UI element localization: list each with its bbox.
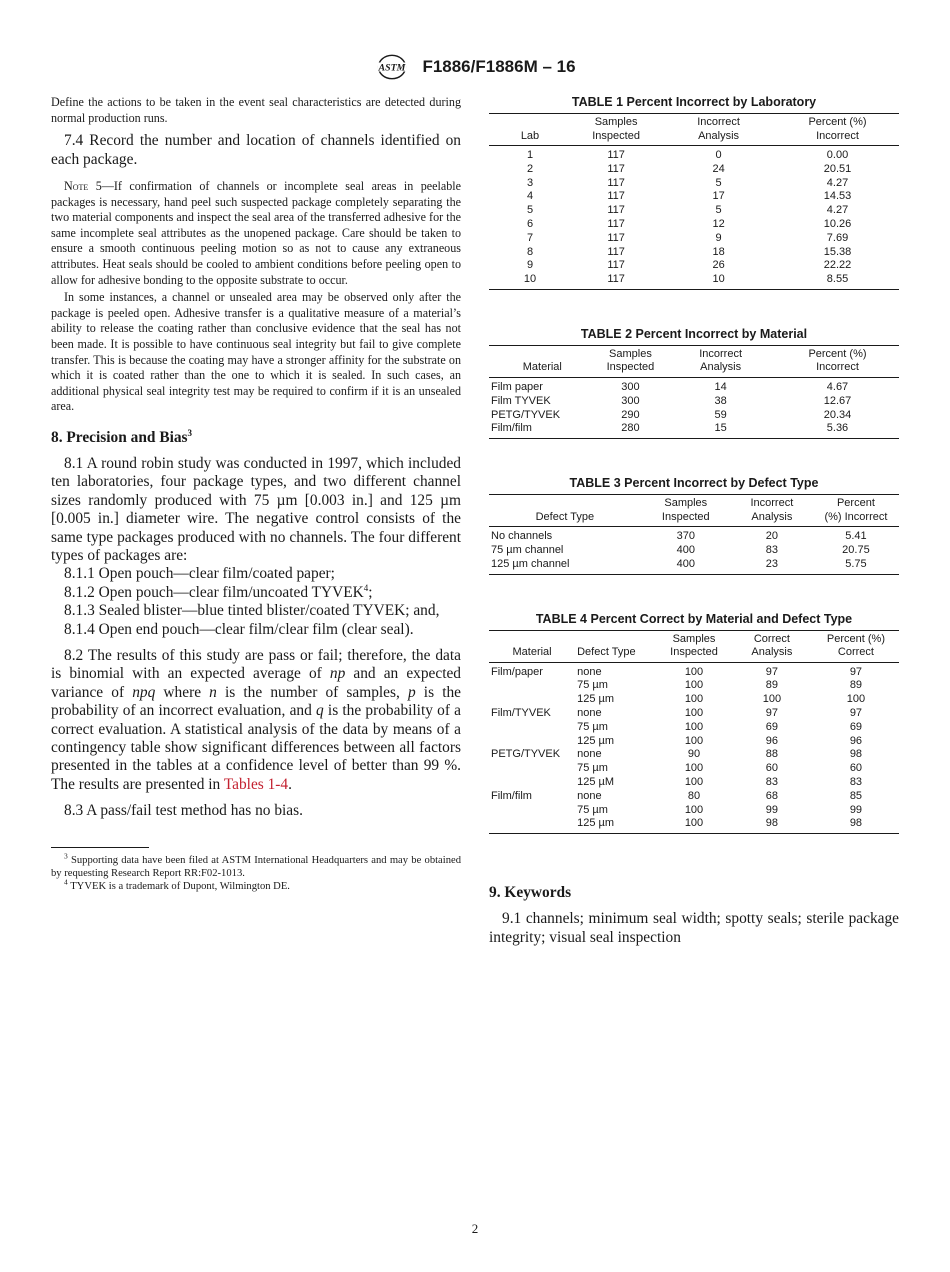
p82-text-c: where: [155, 683, 210, 701]
right-column: [489, 95, 899, 947]
table-row: [489, 679, 899, 693]
table-cell: 3: [526, 176, 534, 189]
table-row: [489, 721, 899, 735]
table-row: [489, 218, 899, 232]
table-row: [489, 707, 899, 721]
table-cell: 18: [712, 245, 725, 258]
paragraph-define-actions: Define the actions to be taken in the event seal characteristics are detected during normal production runs.: [51, 95, 461, 125]
table-cell: [489, 735, 575, 749]
table-cell: 90: [687, 748, 701, 761]
table-cell: Film/TYVEK: [491, 706, 551, 719]
table-cell: 0: [715, 149, 722, 161]
logo-text: ASTM: [378, 62, 406, 74]
p82-p: p: [407, 683, 416, 701]
page-number: 2: [471, 1221, 479, 1236]
table-2-header-row: [489, 345, 899, 377]
p82-text-g: .: [288, 775, 292, 793]
table-cell: 280: [596, 422, 666, 438]
table-cell: 99: [765, 803, 779, 816]
table-1-header-incorrect: Incorrect Analysis: [661, 114, 776, 146]
table-cell: 125 µm: [575, 817, 657, 833]
table-row: [489, 527, 899, 544]
p82-text-a: 8.2 The results of this study are pass or fail; therefore, the data is binomial with an expected average of: [51, 646, 461, 683]
table-cell: 300: [621, 380, 640, 393]
table-cell: 60: [849, 762, 863, 775]
table-row: [489, 190, 899, 204]
table-cell: 100: [762, 693, 782, 706]
table-cell: 117: [571, 273, 661, 289]
table-cell: 97: [765, 706, 779, 719]
table-cell: 38: [714, 394, 727, 407]
table-cell: 20.51: [823, 162, 852, 175]
table-cell: none: [577, 665, 602, 678]
table-row: [489, 259, 899, 273]
table-cell: 97: [849, 665, 863, 678]
table-cell: [489, 762, 575, 776]
table-3-header-percent: Percent (%) Incorrect: [813, 495, 899, 527]
table-cell: 15.38: [823, 245, 852, 258]
paragraph-8-2: [51, 647, 461, 794]
table-cell: 117: [607, 217, 625, 230]
table-cell: 89: [849, 679, 863, 692]
table-cell: 117: [607, 149, 625, 161]
table-row: [489, 232, 899, 246]
table-cell: 60: [765, 762, 779, 775]
table-cell: 5.75: [813, 558, 899, 574]
table-4-header-samples: Samples Inspected: [657, 630, 731, 662]
astm-logo: [374, 52, 410, 82]
table-cell: 15: [665, 422, 776, 438]
table-cell: 6: [526, 217, 534, 230]
left-column: [51, 95, 461, 893]
table-cell: 5.41: [845, 530, 867, 543]
table-3-header-incorrect: Incorrect Analysis: [731, 495, 813, 527]
table-cell: 100: [684, 762, 704, 775]
paragraph-7-4: 7.4 Record the number and location of channels identified on each package.: [51, 132, 461, 168]
table-row: [489, 662, 899, 679]
paragraph-adhesive-transfer: In some instances, a channel or unsealed area may be observed only after the package is peeled open. Adhesive transfer is a qualitative measure of a material’s ability to release the coating rather than conclusive evidence that the seal has not been made. It is possible to have continuous seal integrity but fail to give complete transfer. This is because the coating may have a stronger affinity for the substrate on which it is coated rather than the one to which it is sealed. In such cases, an additional physical seal integrity test may be required to confirm if it is an unsealed area.: [51, 290, 461, 414]
paragraph-8-1-2: [51, 584, 461, 602]
paragraph-8-1-3: 8.1.3 Sealed blister—blue tinted blister/coated TYVEK; and,: [64, 602, 440, 620]
table-cell: [489, 693, 575, 707]
table-cell: 12.67: [823, 394, 852, 407]
table-cell: 117: [607, 259, 625, 272]
table-cell: 75 µm: [577, 762, 608, 775]
table-cell: none: [577, 748, 602, 761]
paragraph-8-3: 8.3 A pass/fail test method has no bias.: [64, 802, 303, 820]
table-cell: 22.22: [823, 259, 852, 272]
table-row: [489, 246, 899, 260]
table-cell: 125 µM: [577, 775, 615, 788]
p82-q: q: [316, 702, 324, 720]
table-cell: Film/paper: [491, 665, 543, 678]
table-row: [489, 804, 899, 818]
table-cell: Film/film: [489, 422, 596, 438]
p82-text-f: is the probability of a correct evaluation. A statistical analysis of the data by means of a contingency table show significant differences between all factors presented in the tables at a confidence level of better than 99 %. The results are presented in: [51, 702, 462, 793]
table-row: [489, 790, 899, 804]
table-cell: 10: [661, 273, 776, 289]
table-row: [489, 776, 899, 790]
note-5-label: Note 5: [64, 179, 102, 193]
table-cell: none: [577, 706, 602, 719]
table-cell: 85: [849, 789, 863, 802]
paragraph-9-1: 9.1 channels; minimum seal width; spotty seals; sterile package integrity; visual seal inspection: [489, 910, 899, 946]
table-4-header-material: Material: [489, 630, 575, 662]
table-cell: none: [577, 789, 602, 802]
table-row: [489, 204, 899, 218]
table-4-header-row: [489, 630, 899, 662]
table-cell: 83: [765, 775, 779, 788]
table-1-header-row: [489, 114, 899, 146]
footnote-3-text: Supporting data have been filed at ASTM International Headquarters and may be obtained by requesting Research Report RR:F02-1013.: [51, 854, 461, 879]
table-cell: [489, 804, 575, 818]
table-row: [489, 377, 899, 394]
p82-text-d: is the number of samples,: [216, 683, 408, 701]
table-cell: 97: [849, 706, 863, 719]
table-4: [489, 630, 899, 835]
table-cell: 98: [849, 748, 863, 761]
table-cell: 8: [526, 245, 534, 258]
table-cell: 125 µm channel: [489, 558, 641, 574]
table-cell: 98: [813, 817, 899, 833]
table-row: [489, 146, 899, 163]
section-9-title: 9. Keywords: [489, 884, 572, 902]
table-cell: 14.53: [823, 190, 852, 203]
table-cell: 69: [765, 720, 779, 733]
p82-n: n: [209, 683, 217, 701]
table-cell: 7: [526, 231, 534, 244]
section-8-heading: [51, 429, 461, 447]
table-cell: 100: [684, 665, 704, 678]
table-cell: 96: [765, 734, 779, 747]
table-cell: 98: [731, 817, 813, 833]
footnote-ref-4: 4: [363, 582, 369, 593]
table-row: [489, 762, 899, 776]
footnote-3-mark: 3: [64, 851, 68, 861]
table-row: [489, 177, 899, 191]
table-3-body: [489, 527, 899, 574]
table-cell: 117: [607, 176, 625, 189]
table-row: [489, 163, 899, 177]
table-cell: 59: [714, 408, 727, 421]
table-cell: 100: [846, 693, 866, 706]
table-2-body: [489, 377, 899, 438]
tables-1-4-link[interactable]: Tables 1-4: [223, 775, 289, 793]
table-cell: 12: [712, 217, 725, 230]
footnote-ref-3: 3: [187, 427, 193, 438]
table-cell: 5: [526, 204, 534, 217]
table-cell: [489, 721, 575, 735]
table-cell: 20.34: [823, 408, 852, 421]
table-1-header-percent: Percent (%) Incorrect: [776, 114, 899, 146]
table-cell: 100: [684, 720, 704, 733]
table-1-header-lab: Lab: [489, 114, 571, 146]
table-cell: 100: [684, 775, 704, 788]
table-cell: 10.26: [823, 217, 852, 230]
table-row: [489, 409, 899, 423]
table-row: [489, 273, 899, 289]
table-4-header-correct: Correct Analysis: [731, 630, 813, 662]
table-cell: PETG/TYVEK: [491, 408, 561, 421]
p82-np: np: [329, 665, 346, 683]
footnote-3: [51, 851, 461, 880]
table-cell: 100: [684, 803, 704, 816]
table-row: [489, 544, 899, 558]
paragraph-8-1: 8.1 A round robin study was conducted in 1997, which included ten laboratories, four package types, and two different channel sizes randomly produced with 75 µm [0.003 in.] and 125 µm [0.005 in.] diameter wire. The negative control consists of the same type packages produced with no channels. The four different types of packages are:: [51, 454, 461, 564]
table-cell: 9: [526, 259, 534, 272]
table-cell: 17: [712, 190, 725, 203]
paragraph-8-1-1: 8.1.1 Open pouch—clear film/coated paper;: [64, 565, 335, 583]
table-cell: 99: [849, 803, 863, 816]
table-cell: 9: [715, 231, 722, 244]
table-cell: 20.75: [842, 543, 870, 556]
table-cell: 370: [676, 530, 695, 543]
table-cell: 4.27: [826, 176, 849, 189]
table-cell: Film/film: [491, 789, 532, 802]
table-cell: 83: [765, 543, 778, 556]
table-cell: 23: [731, 558, 813, 574]
table-cell: 2: [526, 162, 534, 175]
table-cell: 20: [765, 530, 778, 543]
table-cell: 100: [684, 734, 704, 747]
footnote-divider: [51, 847, 149, 848]
table-cell: 80: [687, 789, 701, 802]
table-cell: 400: [676, 543, 695, 556]
standard-designation: F1886/F1886M – 16: [422, 57, 576, 76]
p812-end: ;: [368, 583, 373, 601]
table-3-header-defect: Defect Type: [489, 495, 641, 527]
table-4-header-defect: Defect Type: [575, 630, 657, 662]
footnote-4-mark: 4: [64, 877, 68, 887]
table-cell: 97: [765, 665, 779, 678]
table-row: [489, 748, 899, 762]
table-cell: 4.67: [826, 380, 849, 393]
table-cell: 5: [715, 176, 722, 189]
table-cell: 68: [765, 789, 779, 802]
footnote-4: [51, 877, 461, 893]
table-cell: 75 µm: [577, 803, 608, 816]
table-2: [489, 345, 899, 439]
table-cell: Film TYVEK: [491, 394, 551, 407]
table-3-title: TABLE 3 Percent Incorrect by Defect Type: [569, 476, 819, 491]
table-4-body: [489, 662, 899, 834]
page-header: [0, 52, 950, 82]
table-cell: 1: [526, 149, 534, 161]
table-3: [489, 494, 899, 574]
table-cell: 10: [489, 273, 571, 289]
table-cell: 100: [684, 693, 704, 706]
table-1-body: [489, 146, 899, 290]
table-cell: 75 µm channel: [491, 543, 564, 556]
table-cell: 26: [712, 259, 725, 272]
table-cell: [489, 679, 575, 693]
table-cell: 96: [849, 734, 863, 747]
table-cell: 100: [684, 679, 704, 692]
table-cell: 125 µm: [577, 734, 615, 747]
footnote-4-text: TYVEK is a trademark of Dupont, Wilmington DE.: [67, 880, 290, 892]
table-cell: 4.27: [826, 204, 849, 217]
table-cell: 8.55: [776, 273, 899, 289]
table-cell: 117: [607, 204, 625, 217]
table-4-header-percent: Percent (%) Correct: [813, 630, 899, 662]
table-cell: 300: [621, 394, 640, 407]
table-cell: 69: [849, 720, 863, 733]
table-1: [489, 113, 899, 290]
table-3-header-row: [489, 495, 899, 527]
table-cell: PETG/TYVEK: [491, 748, 561, 761]
table-cell: 117: [607, 231, 625, 244]
table-row: [489, 735, 899, 749]
table-cell: 0.00: [826, 149, 849, 161]
table-cell: 117: [607, 245, 625, 258]
table-cell: 7.69: [826, 231, 849, 244]
table-cell: 75 µm: [577, 720, 608, 733]
table-cell: Film paper: [491, 380, 543, 393]
note-5: [51, 179, 461, 288]
paragraph-8-1-4: 8.1.4 Open end pouch—clear film/clear film (clear seal).: [64, 620, 414, 638]
table-cell: 290: [621, 408, 640, 421]
table-2-header-material: Material: [489, 345, 596, 377]
table-cell: 100: [657, 817, 731, 833]
table-cell: 100: [684, 706, 704, 719]
table-2-header-incorrect: Incorrect Analysis: [665, 345, 776, 377]
table-2-header-samples: Samples Inspected: [596, 345, 666, 377]
p812-text: 8.1.2 Open pouch—clear film/uncoated TYVEK: [64, 583, 364, 601]
table-cell: 5.36: [776, 422, 899, 438]
table-cell: No channels: [491, 530, 553, 543]
section-8-title: 8. Precision and Bias: [51, 428, 188, 446]
p82-text-b: and an expected variance of: [51, 665, 461, 701]
table-cell: [489, 817, 575, 833]
table-cell: 24: [712, 162, 725, 175]
table-row: [489, 558, 899, 574]
p82-npq: npq: [132, 683, 156, 701]
table-cell: 75 µm: [577, 679, 608, 692]
table-row: [489, 395, 899, 409]
table-row: [489, 817, 899, 833]
table-cell: 88: [765, 748, 779, 761]
p82-text-e: is the probability of an incorrect evaluation, and: [51, 683, 461, 720]
table-cell: 5: [715, 204, 722, 217]
table-cell: 117: [607, 162, 625, 175]
table-cell: 14: [714, 380, 727, 393]
table-cell: [489, 776, 575, 790]
table-cell: 400: [641, 558, 731, 574]
table-cell: 4: [526, 190, 534, 203]
table-row: [489, 422, 899, 438]
table-4-title: TABLE 4 Percent Correct by Material and Defect Type: [535, 611, 853, 626]
table-3-header-samples: Samples Inspected: [641, 495, 731, 527]
table-2-title: TABLE 2 Percent Incorrect by Material: [580, 326, 808, 341]
table-cell: 89: [765, 679, 779, 692]
table-1-header-samples: Samples Inspected: [571, 114, 661, 146]
table-1-title: TABLE 1 Percent Incorrect by Laboratory: [571, 95, 817, 109]
table-cell: 83: [849, 775, 863, 788]
table-cell: 117: [607, 190, 625, 203]
table-row: [489, 693, 899, 707]
table-cell: 125 µm: [577, 693, 615, 706]
table-2-header-percent: Percent (%) Incorrect: [776, 345, 899, 377]
note-5-text: —If confirmation of channels or incomplete seal areas in peelable packages is necessary, hand peel such suspected package completely separating the two material components and inspect the seal area of the transferred adhesive for the same incomplete seal attributes as the unopened package. Care should be taken to ensure a smooth continuous peeling motion so as not to cause any extraneous attributes. Heat seals should be cooled to ambient conditions before peeling open to allow for adhesive bonding to the opposite substrate to occur.: [51, 179, 461, 287]
